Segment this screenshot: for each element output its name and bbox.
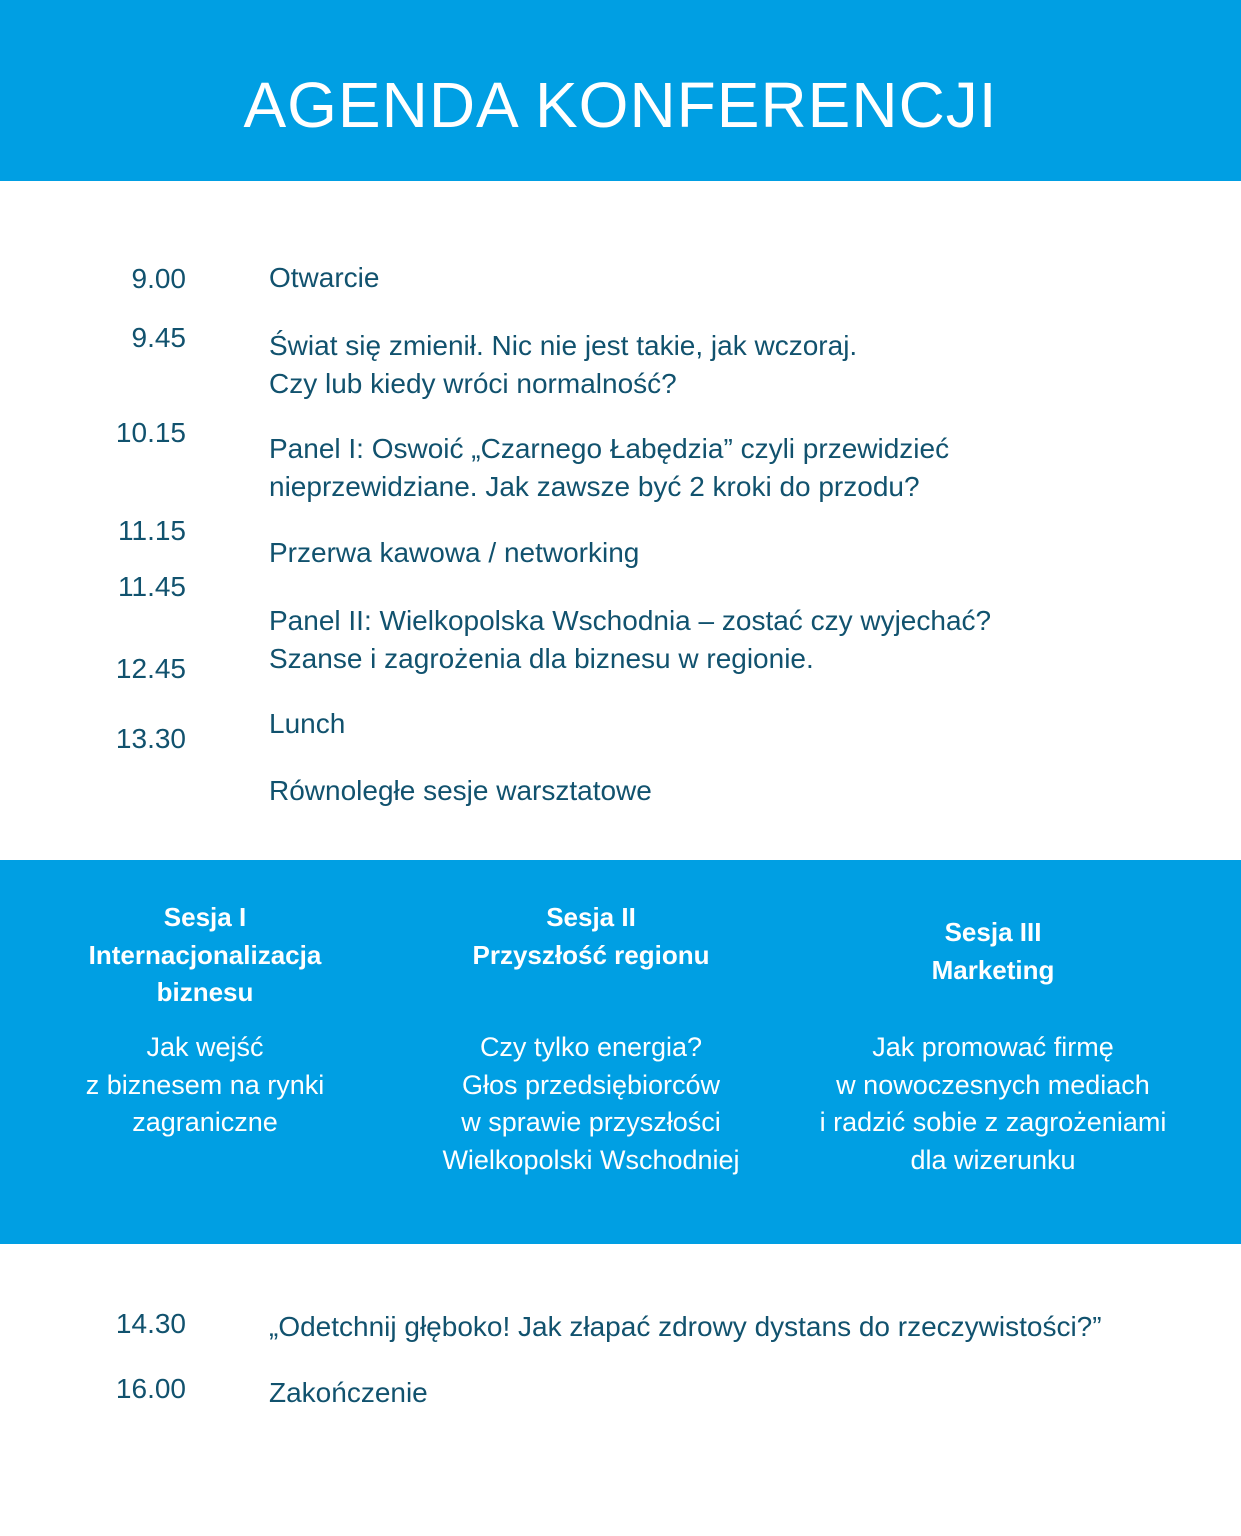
session-heading	[798, 914, 1188, 989]
agenda-item	[269, 772, 652, 810]
session-description-line: w nowoczesnych mediach	[836, 1069, 1150, 1100]
session-heading-line: biznesu	[156, 977, 254, 1007]
agenda-item-line: Otwarcie	[269, 262, 380, 293]
agenda-item	[269, 534, 639, 572]
agenda-item-line: Panel II: Wielkopolska Wschodnia – zostać czy wyjechać?	[269, 605, 992, 636]
session-description-line: Wielkopolski Wschodniej	[442, 1144, 740, 1175]
agenda-item-line: Czy lub kiedy wróci normalność?	[269, 368, 677, 399]
session-description-line: zagraniczne	[132, 1107, 278, 1137]
agenda-item	[269, 1374, 428, 1412]
agenda-item-line: Świat się zmienił. Nic nie jest takie, jak wczoraj.	[269, 330, 858, 361]
session-description	[798, 1029, 1188, 1179]
agenda-item-line: „Odetchnij głęboko! Jak złapać zdrowy dystans do rzeczywistości?”	[269, 1311, 1102, 1342]
session-heading-line: Internacjonalizacja	[88, 939, 322, 970]
session-description-line: Jak promować firmę	[872, 1032, 1114, 1062]
agenda-time: 9.00	[131, 263, 186, 294]
session-description-line: w sprawie przyszłości	[461, 1107, 721, 1137]
agenda-time: 13.30	[115, 723, 186, 754]
session-description-line: dla wizerunku	[910, 1144, 1076, 1175]
session-description-line: Głos przedsiębiorców	[461, 1069, 721, 1100]
session-1	[40, 860, 370, 1244]
session-description	[416, 1029, 766, 1179]
agenda-item-line: Przerwa kawowa / networking	[269, 537, 640, 568]
agenda-item	[269, 327, 857, 403]
session-description	[40, 1029, 370, 1142]
agenda-time: 11.45	[118, 571, 186, 602]
session-3	[798, 860, 1188, 1244]
agenda-item-line: Panel I: Oswoić „Czarnego Łabędzia” czyli przewidzieć	[269, 433, 950, 464]
session-description-line: Czy tylko energia?	[479, 1032, 703, 1062]
session-heading-line: Sesja I	[163, 902, 247, 932]
agenda-time: 9.45	[131, 322, 186, 353]
session-heading-line: Sesja II	[546, 902, 636, 932]
session-heading-line: Marketing	[931, 954, 1055, 985]
session-heading	[40, 899, 370, 1012]
agenda-item	[269, 705, 345, 743]
agenda-item-line: Szanse i zagrożenia dla biznesu w regionie.	[269, 643, 814, 674]
session-heading-line: Przyszłość regionu	[472, 939, 710, 970]
agenda-time: 11.15	[118, 515, 186, 546]
agenda-time: 12.45	[115, 653, 186, 684]
session-2	[416, 860, 766, 1244]
agenda-item-line: nieprzewidziane. Jak zawsze być 2 kroki do przodu?	[269, 471, 920, 502]
session-heading	[416, 899, 766, 974]
agenda-time: 10.15	[115, 417, 186, 448]
agenda-item-line: Równoległe sesje warsztatowe	[269, 775, 652, 806]
agenda-item-line: Zakończenie	[269, 1377, 428, 1408]
session-description-line: i radzić sobie z zagrożeniami	[819, 1107, 1167, 1137]
workshop-sessions	[0, 860, 1241, 1244]
page-title: AGENDA KONFERENCJI	[243, 69, 998, 141]
agenda-item	[269, 602, 991, 678]
session-heading-line: Sesja III	[944, 917, 1042, 947]
agenda-item-line: Lunch	[269, 708, 346, 739]
agenda-item	[269, 1308, 1102, 1346]
session-description-line: Jak wejść	[146, 1032, 264, 1062]
agenda-item	[269, 430, 949, 506]
header-banner	[0, 0, 1241, 181]
agenda-time: 14.30	[115, 1308, 186, 1339]
agenda-item	[269, 259, 379, 297]
session-description-line: z biznesem na rynki	[85, 1069, 325, 1100]
agenda-time: 16.00	[115, 1373, 186, 1404]
